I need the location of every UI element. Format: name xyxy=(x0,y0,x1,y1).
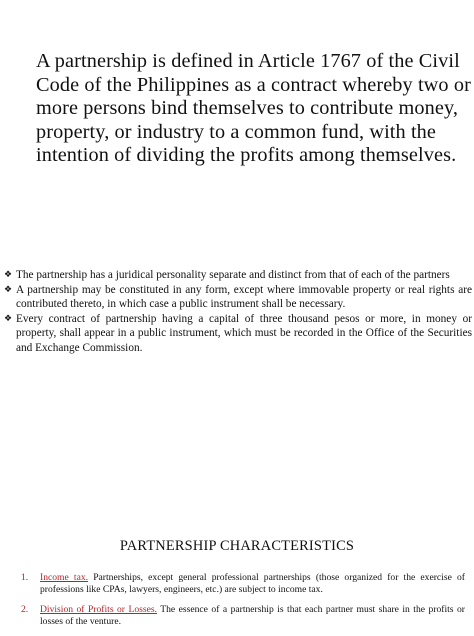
item-text: Partnerships, except general professional partnerships (those organized for the exercise of professions like CPAs, lawyers, engineers, etc.) are subject to income tax. xyxy=(40,572,465,596)
item-title: Division of Profits or Losses. xyxy=(40,603,157,615)
characteristic-item xyxy=(21,604,465,629)
bullet-item xyxy=(4,268,472,283)
bullet-text: A partnership may be constituted in any form, except where immovable property or real rights are contributed thereto, in which case a public instrument shall be necessary. xyxy=(16,283,472,311)
bullet-item xyxy=(4,283,472,312)
section-title: PARTNERSHIP CHARACTERISTICS xyxy=(119,538,355,554)
item-number: 2. xyxy=(21,603,29,615)
bullet-text: Every contract of partnership having a capital of three thousand pesos or more, in money or property, shall appear in a public instrument, which must be recorded in the Office of the Securities and Exchange Commission. xyxy=(16,312,472,354)
item-body xyxy=(40,572,465,597)
characteristics-list xyxy=(21,572,465,636)
bullet-item xyxy=(4,312,472,356)
bullet-text: The partnership has a juridical personality separate and distinct from that of each of the partners xyxy=(16,269,450,281)
bullet-list xyxy=(4,268,472,356)
item-number: 1. xyxy=(21,572,29,583)
diamond-bullet-icon: ❖ xyxy=(4,270,13,280)
intro-paragraph: A partnership is defined in Article 1767 of the Civil Code of the Philippines as a contract whereby two or more persons bind themselves to contribute money, property, or industry to a common fund, with the intention of dividing the profits among themselves. xyxy=(36,50,471,166)
diamond-bullet-icon: ❖ xyxy=(4,313,13,324)
item-body xyxy=(40,604,465,629)
item-title: Income tax. xyxy=(40,572,89,583)
item-text: The essence of a partnership is that each partner must share in the profits or losses of the venture. xyxy=(40,603,465,628)
diamond-bullet-icon: ❖ xyxy=(4,284,13,295)
characteristic-item xyxy=(21,572,465,597)
